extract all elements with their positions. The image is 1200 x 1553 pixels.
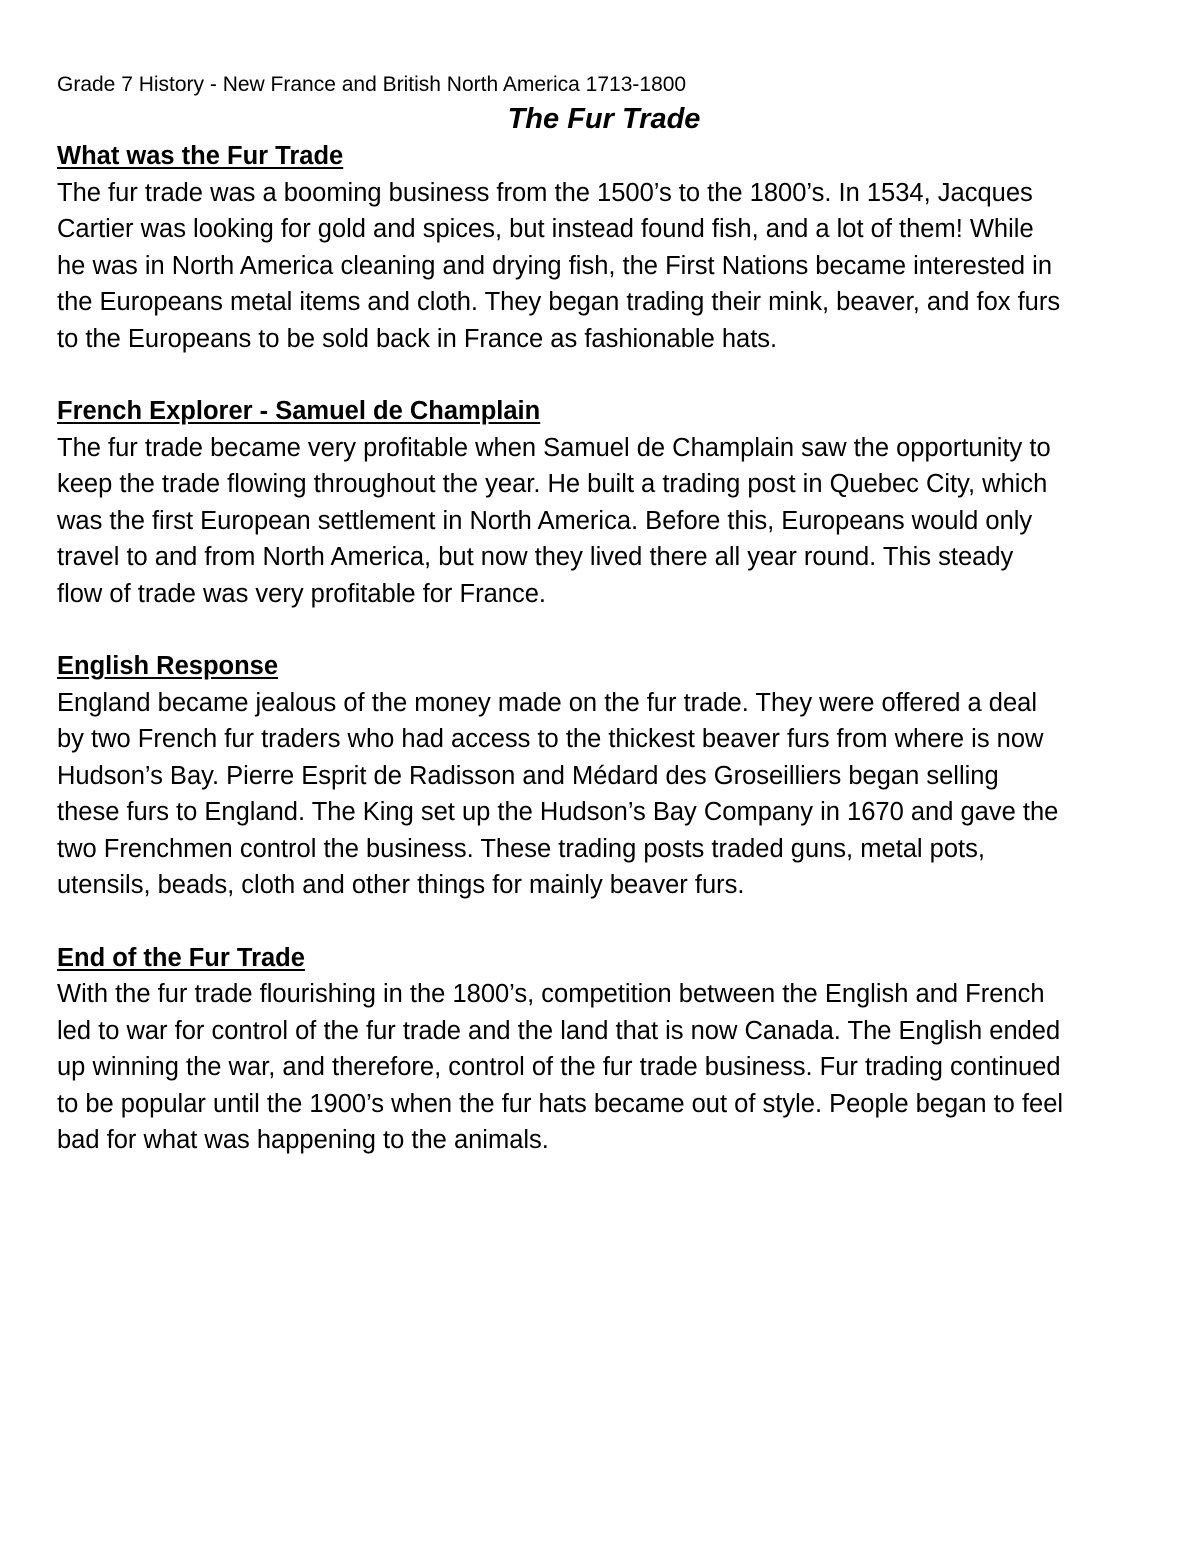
text-line: the Europeans metal items and cloth. They began trading their mink, beaver, and fox furs <box>57 288 1061 316</box>
text-line: The fur trade became very profitable when Samuel de Champlain saw the opportunity to <box>57 433 1051 462</box>
document-page <box>57 70 1147 1195</box>
text-line: up winning the war, and therefore, control of the fur trade business. Fur trading continued <box>57 1053 1061 1081</box>
text-line: keep the trade flowing throughout the year. He built a trading post in Quebec City, which <box>57 470 1048 498</box>
text-line: With the fur trade flourishing in the 1800’s, competition between the English and French <box>57 980 1045 1008</box>
text-line: was the first European settlement in North America. Before this, Europeans would only <box>57 506 1033 535</box>
section-heading: English Response <box>57 652 279 680</box>
text-line: flow of trade was very profitable for France. <box>57 579 546 608</box>
text-line: utensils, beads, cloth and other things for mainly beaver furs. <box>57 871 745 899</box>
text-line: he was in North America cleaning and drying fish, the First Nations became interested in <box>57 251 1052 280</box>
text-line: two Frenchmen control the business. These trading posts traded guns, metal pots, <box>57 834 985 863</box>
text-line: these furs to England. The King set up the Hudson’s Bay Company in 1670 and gave the <box>57 798 1059 826</box>
section-paragraph <box>57 685 1147 904</box>
document-title: The Fur Trade <box>507 103 701 135</box>
text-line: travel to and from North America, but now they lived there all year round. This steady <box>57 543 1014 571</box>
document-header: Grade 7 History - New France and British North America 1713-1800 <box>57 73 687 96</box>
text-line: The fur trade was a booming business from the 1500’s to the 1800’s. In 1534, Jacques <box>57 178 1033 207</box>
text-line: bad for what was happening to the animals. <box>57 1126 549 1154</box>
text-line: by two French fur traders who had access to the thickest beaver furs from where is now <box>57 725 1044 753</box>
section-english-response <box>57 648 1147 904</box>
text-line: Hudson’s Bay. Pierre Esprit de Radisson and Médard des Groseilliers began selling <box>57 761 999 790</box>
text-line: Cartier was looking for gold and spices, but instead found fish, and a lot of them! While <box>57 215 1034 243</box>
section-heading: French Explorer - Samuel de Champlain <box>57 397 541 425</box>
section-paragraph <box>57 976 1147 1159</box>
text-line: led to war for control of the fur trade and the land that is now Canada. The English ended <box>57 1016 1061 1045</box>
section-heading: What was the Fur Trade <box>57 142 344 170</box>
section-paragraph <box>57 175 1147 358</box>
section-paragraph <box>57 430 1147 613</box>
text-line: England became jealous of the money made on the fur trade. They were offered a deal <box>57 688 1038 717</box>
text-line: to the Europeans to be sold back in France as fashionable hats. <box>57 324 778 353</box>
section-end-of-fur-trade <box>57 940 1147 1159</box>
text-line: to be popular until the 1900’s when the fur hats became out of style. People began to feel <box>57 1089 1064 1118</box>
section-french-explorer <box>57 393 1147 612</box>
section-what-was-fur-trade <box>57 138 1147 357</box>
section-heading: End of the Fur Trade <box>57 943 305 972</box>
